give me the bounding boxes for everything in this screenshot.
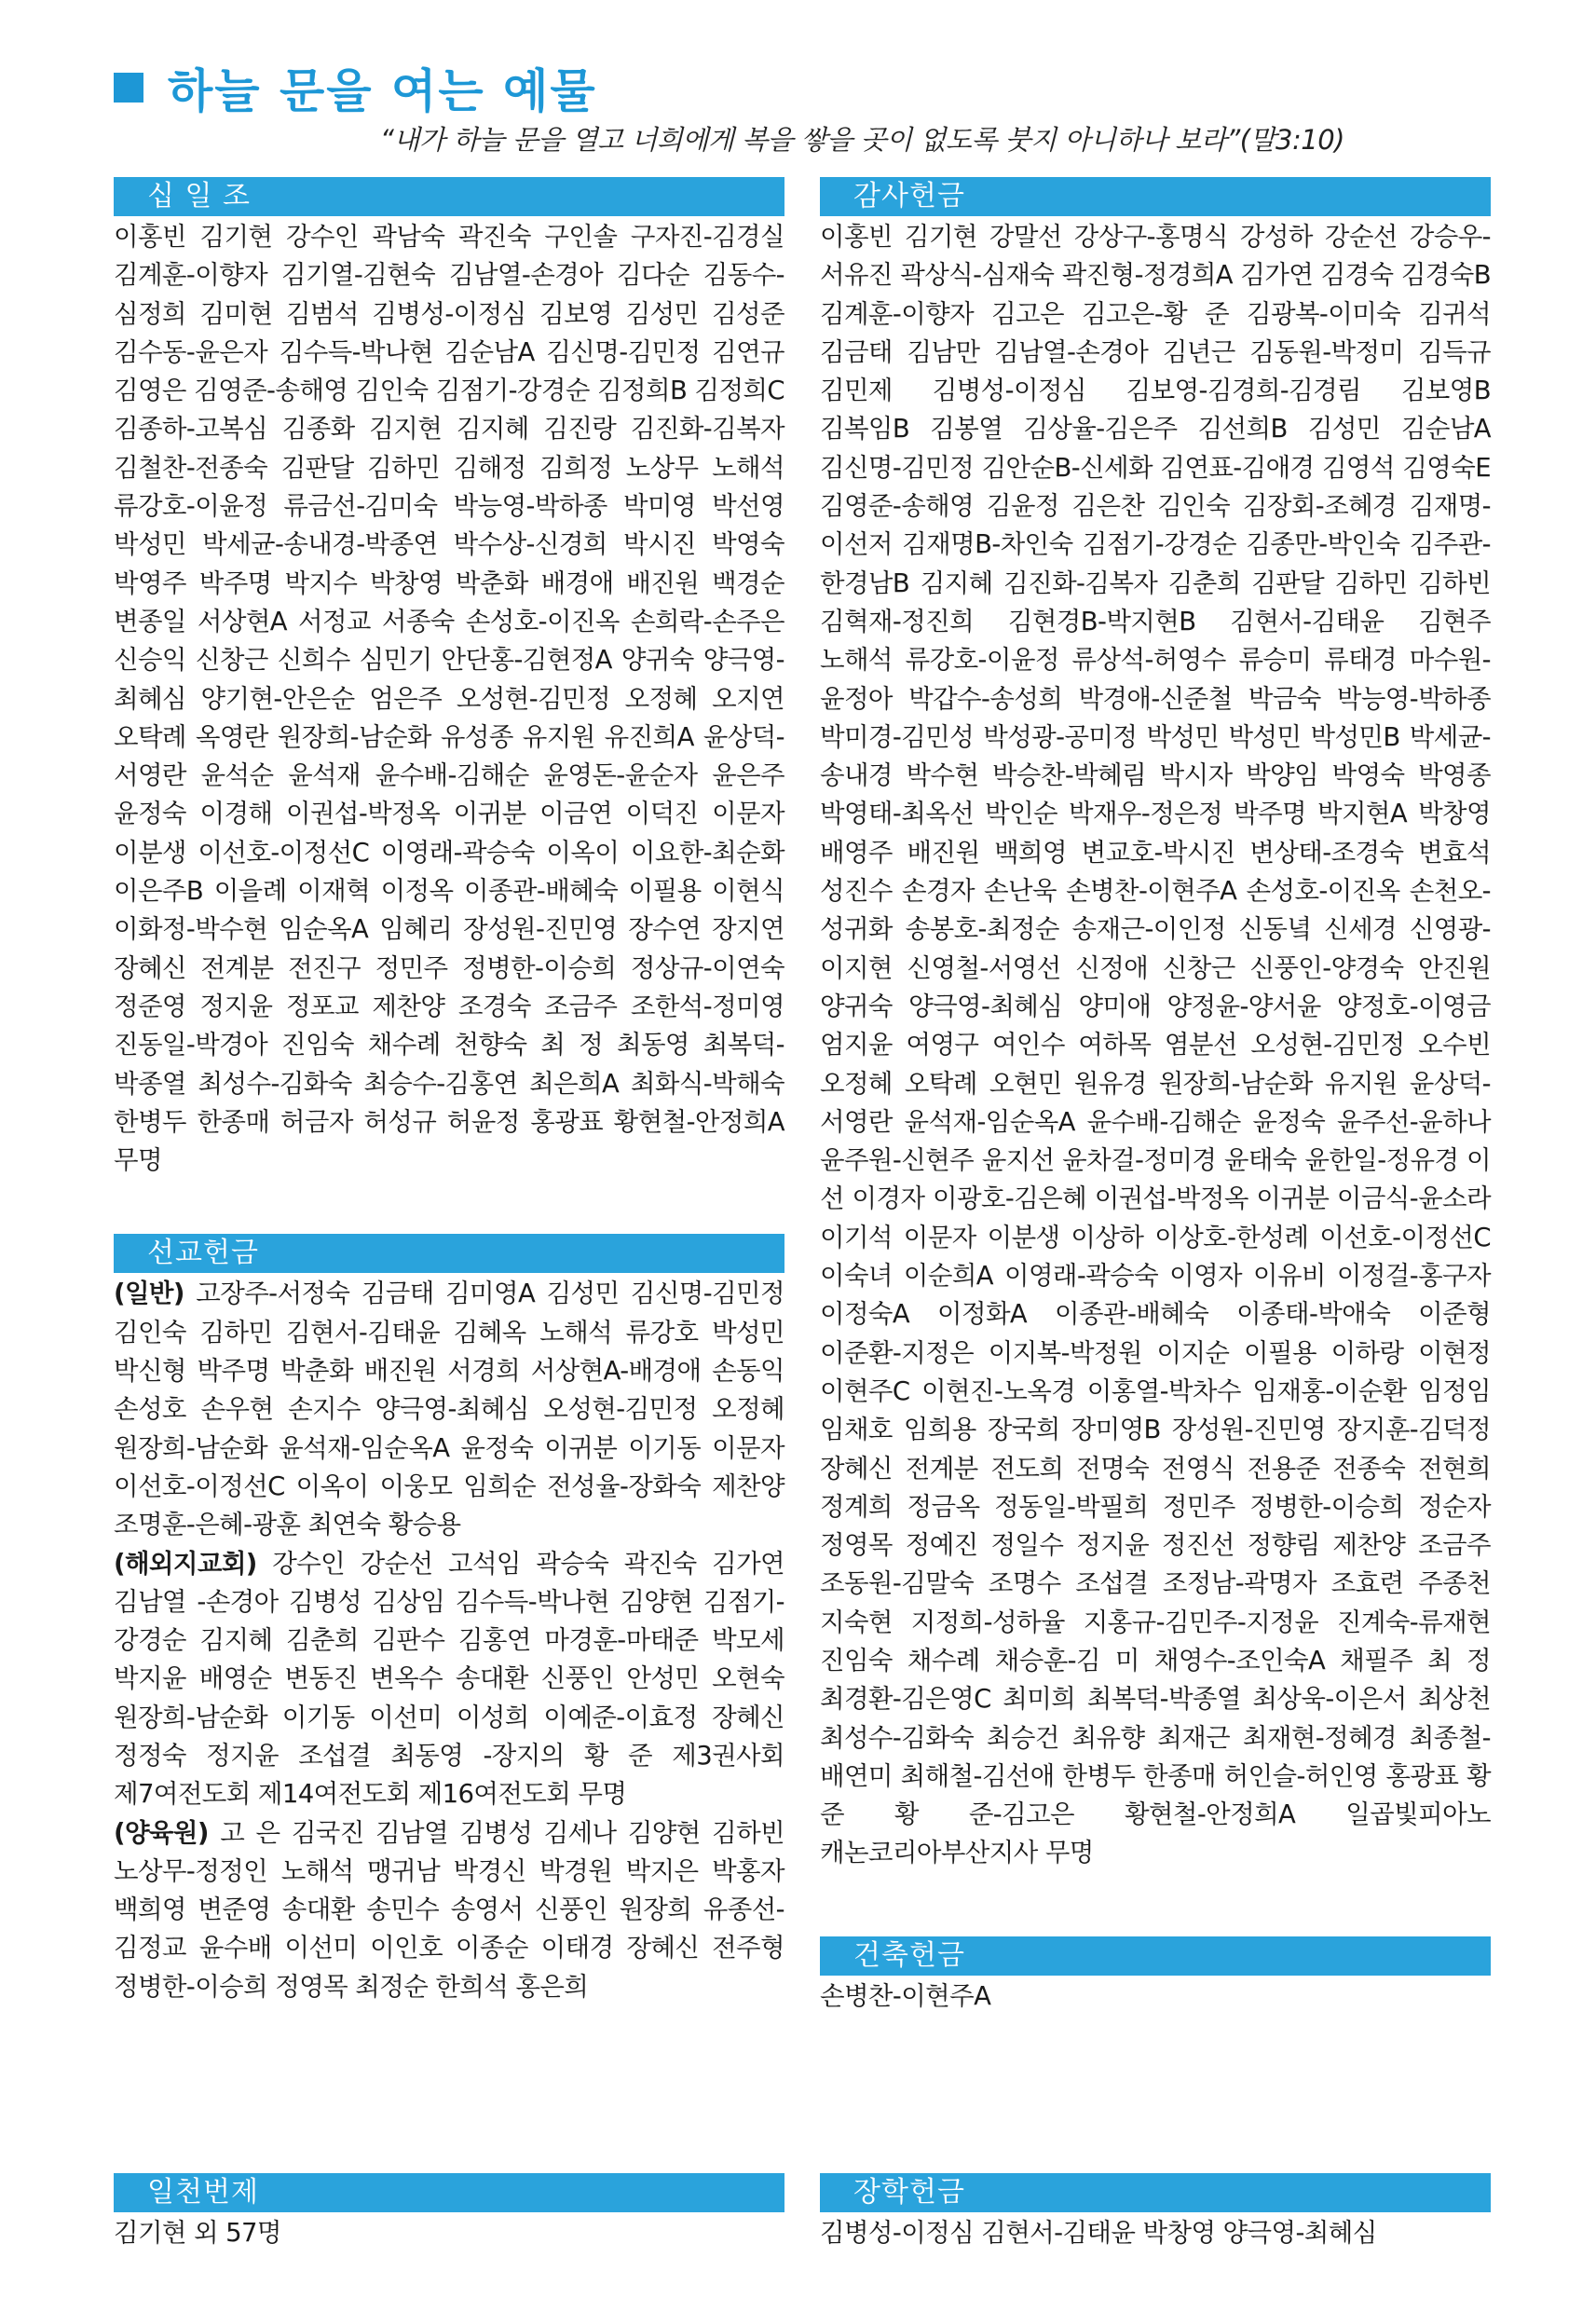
title-bullet-icon: [114, 73, 143, 103]
section-tithe: [114, 177, 784, 1180]
section-body-mission: [114, 1273, 784, 2006]
section-header-tithe: 십 일 조: [114, 177, 784, 216]
section-thanks: [820, 177, 1491, 1873]
page-title: 하늘 문을 여는 예물: [168, 64, 597, 118]
section-header-mission: 선교헌금: [114, 1234, 784, 1273]
section-body-tithe: 이홍빈 김기현 강수인 곽남숙 곽진숙 구인솔 구자진-김경실 김계훈-이향자 김기열-김현숙 김남열-손경아 김다순 김동수-심정희 김미현 김범석 김병성-이정심 김보영 김성민 김성준 김수동-윤은자 김수득-박나현 김순남A 김신명-김민정 김연규 김영은 김영준-송해영 김인숙 김점기-강경순 김정희B 김정희C 김종하-고복심 김종화 김지현 김지혜 김진랑 김진화-김복자 김철찬-전종숙 김판달 김하민 김해정 김희정 노상무 노해석 류강호-이윤정 류금선-김미숙 박능영-박하종 박미영 박선영 박성민 박세균-송내경-박종연 박수상-신경희 박시진 박영숙 박영주 박주명 박지수 박창영 박춘화 배경애 배진원 백경순 변종일 서상현A 서정교 서종숙 손성호-이진옥 손희락-손주은 신승익 신창근 신희수 심민기 안단홍-김현정A 양귀숙 양극영-최혜심 양기현-안은순 엄은주 오성현-김민정 오정혜 오지연 오탁례 옥영란 원장희-남순화 유성종 유지원 유진희A 윤상덕-서영란 윤석순 윤석재 윤수배-김해순 윤영돈-윤순자 윤은주 윤정숙 이경해 이권섭-박정옥 이귀분 이금연 이덕진 이문자 이분생 이선호-이정선C 이영래-곽승숙 이옥이 이요한-최순화 이은주B 이을례 이재혁 이정옥 이종관-배혜숙 이필용 이현식 이화정-박수현 임순옥A 임혜리 장성원-진민영 장수연 장지연 장혜신 전계분 전진구 정민주 정병한-이승희 정상규-이연숙 정준영 정지윤 정포교 제찬양 조경숙 조금주 조한석-정미영 진동일-박경아 진임숙 채수례 천향숙 최 정 최동영 최복덕-박종열 최성수-김화숙 최승수-김홍연 최은희A 최화식-박해숙 한병두 한종매 허금자 허성규 허윤정 홍광표 황현철-안정희A 무명: [114, 222, 784, 1176]
mission-group-text: 고장주-서정숙 김금태 김미영A 김성민 김신명-김민정 김인숙 김하민 김현서-김태윤 김혜옥 노해석 류강호 박성민 박신형 박주명 박춘화 배진원 서경희 서상현A-배경애 손동익 손성호 손우현 손지수 양극영-최혜심 오성현-김민정 오정혜 원장희-남순화 윤석재-임순옥A 윤정숙 이귀분 이기동 이문자 이선호-이정선C 이옥이 이웅모 임희순 전성율-장화숙 제찬양 조명훈-은혜-광훈 최연숙 황승용: [114, 1279, 784, 1540]
section-scholarship: [820, 2173, 1491, 2252]
scripture-quote: “내가 하늘 문을 열고 너희에게 복을 쌓을 곳이 없도록 붓지 아니하나 보라”(말3:10): [379, 124, 1344, 156]
section-mission: [114, 1234, 784, 2006]
section-body-scholarship: 김병성-이정심 김현서-김태윤 박창영 양극영-최혜심: [820, 2218, 1377, 2248]
section-header-building: 건축헌금: [820, 1936, 1491, 1976]
mission-group-label: (해외지교회): [114, 1548, 257, 1579]
section-header-scholarship: 장학헌금: [820, 2173, 1491, 2212]
section-firstfruit: [114, 2173, 784, 2252]
mission-group-text: 고 은 김국진 김남열 김병성 김세나 김양현 김하빈 노상무-정정인 노해석 맹귀남 박경신 박경원 박지은 박홍자 백희영 변준영 송대환 송민수 송영서 신풍인 원장희 유종선-김정교 윤수배 이선미 이인호 이종순 이태경 장혜신 전주형 정병한-이승희 정영목 최정순 한희석 홍은희: [114, 1817, 784, 2002]
left-column: [114, 177, 784, 2044]
mission-group-label: (양육원): [114, 1817, 209, 1848]
title-row: [114, 54, 597, 121]
section-body-thanks: 이홍빈 김기현 강말선 강상구-홍명식 강성하 강순선 강승우-서유진 곽상식-심재숙 곽진형-정경희A 김가연 김경숙 김경숙B 김계훈-이향자 김고은 김고은-황 준 김광복-이미숙 김귀석 김금태 김남만 김남열-손경아 김년근 김동원-박정미 김득규 김민제 김병성-이정심 김보영-김경희-김경림 김보영B 김복임B 김봉열 김상율-김은주 김선희B 김성민 김순남A 김신명-김민정 김안순B-신세화 김연표-김애경 김영석 김영숙E 김영준-송해영 김윤정 김은찬 김인숙 김장회-조혜경 김재명-이선저 김재명B-차인숙 김점기-강경순 김종만-박인숙 김주관-한경남B 김지혜 김진화-김복자 김춘희 김판달 김하민 김하빈 김혁재-정진희 김현경B-박지현B 김현서-김태윤 김현주 노해석 류강호-이윤정 류상석-허영수 류승미 류태경 마수원-윤정아 박갑수-송성희 박경애-신준철 박금숙 박능영-박하종 박미경-김민성 박성광-공미정 박성민 박성민 박성민B 박세균-송내경 박수현 박승찬-박혜림 박시자 박양임 박영숙 박영종 박영태-최옥선 박인순 박재우-정은정 박주명 박지현A 박창영 배영주 배진원 백희영 변교호-박시진 변상태-조경숙 변효석 성진수 손경자 손난욱 손병찬-이현주A 손성호-이진옥 손천오-성귀화 송봉호-최정순 송재근-이인정 신동녘 신세경 신영광-이지현 신영철-서영선 신정애 신창근 신풍인-양경숙 안진원 양귀숙 양극영-최혜심 양미애 양정윤-양서윤 양정호-이영금 엄지윤 여영구 여인수 여하목 염분선 오성현-김민정 오수빈 오정혜 오탁례 오현민 원유경 원장희-남순화 유지원 윤상덕-서영란 윤석재-임순옥A 윤수배-김해순 윤정숙 윤주선-윤하나 윤주원-신현주 윤지선 윤차걸-정미경 윤태숙 윤한일-정유경 이 선 이경자 이광호-김은혜 이권섭-박정옥 이귀분 이금식-윤소라 이기석 이문자 이분생 이상하 이상호-한성례 이선호-이정선C 이숙녀 이순희A 이영래-곽승숙 이영자 이유비 이정걸-홍구자 이정숙A 이정화A 이종관-배혜숙 이종태-박애숙 이준형 이준환-지정은 이지복-박정원 이지순 이필용 이하랑 이현정 이현주C 이현진-노옥경 이홍열-박차수 임재홍-이순환 임정임 임채호 임희용 장국희 장미영B 장성원-진민영 장지훈-김덕정 장혜신 전계분 전도희 전명숙 전영식 전용준 전종숙 전현희 정계희 정금옥 정동일-박필희 정민주 정병한-이승희 정순자 정영목 정예진 정일수 정지윤 정진선 정향림 제찬양 조금주 조동원-김말숙 조명수 조섭결 조정남-곽명자 조효련 주종천 지숙현 지정희-성하율 지홍규-김민주-지정윤 진계숙-류재현 진임숙 채수례 채승훈-김 미 채영수-조인숙A 채필주 최 정 최경환-김은영C 최미희 최복덕-박종열 최상욱-이은서 최상천 최성수-김화숙 최승건 최유향 최재근 최재현-정혜경 최종철-배연미 최해철-김선애 한병두 한종매 허인슬-허인영 홍광표 황 준 황 준-김고은 황현철-안정희A 일곱빛피아노 캐논코리아부산지사 무명: [820, 222, 1491, 1868]
section-building: [820, 1936, 1491, 2016]
mission-group-label: (일반): [114, 1279, 184, 1309]
section-body-firstfruit: 김기현 외 57명: [114, 2218, 281, 2248]
section-header-firstfruit: 일천번제: [114, 2173, 784, 2212]
section-header-thanks: 감사헌금: [820, 177, 1491, 216]
section-body-building: 손병찬-이현주A: [820, 1980, 991, 2011]
mission-group-text: 강수인 강순선 고석임 곽승숙 곽진숙 김가연 김남열 -손경아 김병성 김상임 김수득-박나현 김양현 김점기-강경순 김지혜 김춘희 김판수 김홍연 마경훈-마태준 박모세 박지윤 배영순 변동진 변옥수 송대환 신풍인 안성민 오현숙 원장희-남순화 이기동 이선미 이성희 이예준-이효정 장혜신 정정숙 정지윤 조섭결 최동영 -장지의 황 준 제3권사회 제7여전도회 제14여전도회 제16여전도회 무명: [114, 1548, 784, 1810]
right-column: [820, 177, 1491, 2053]
